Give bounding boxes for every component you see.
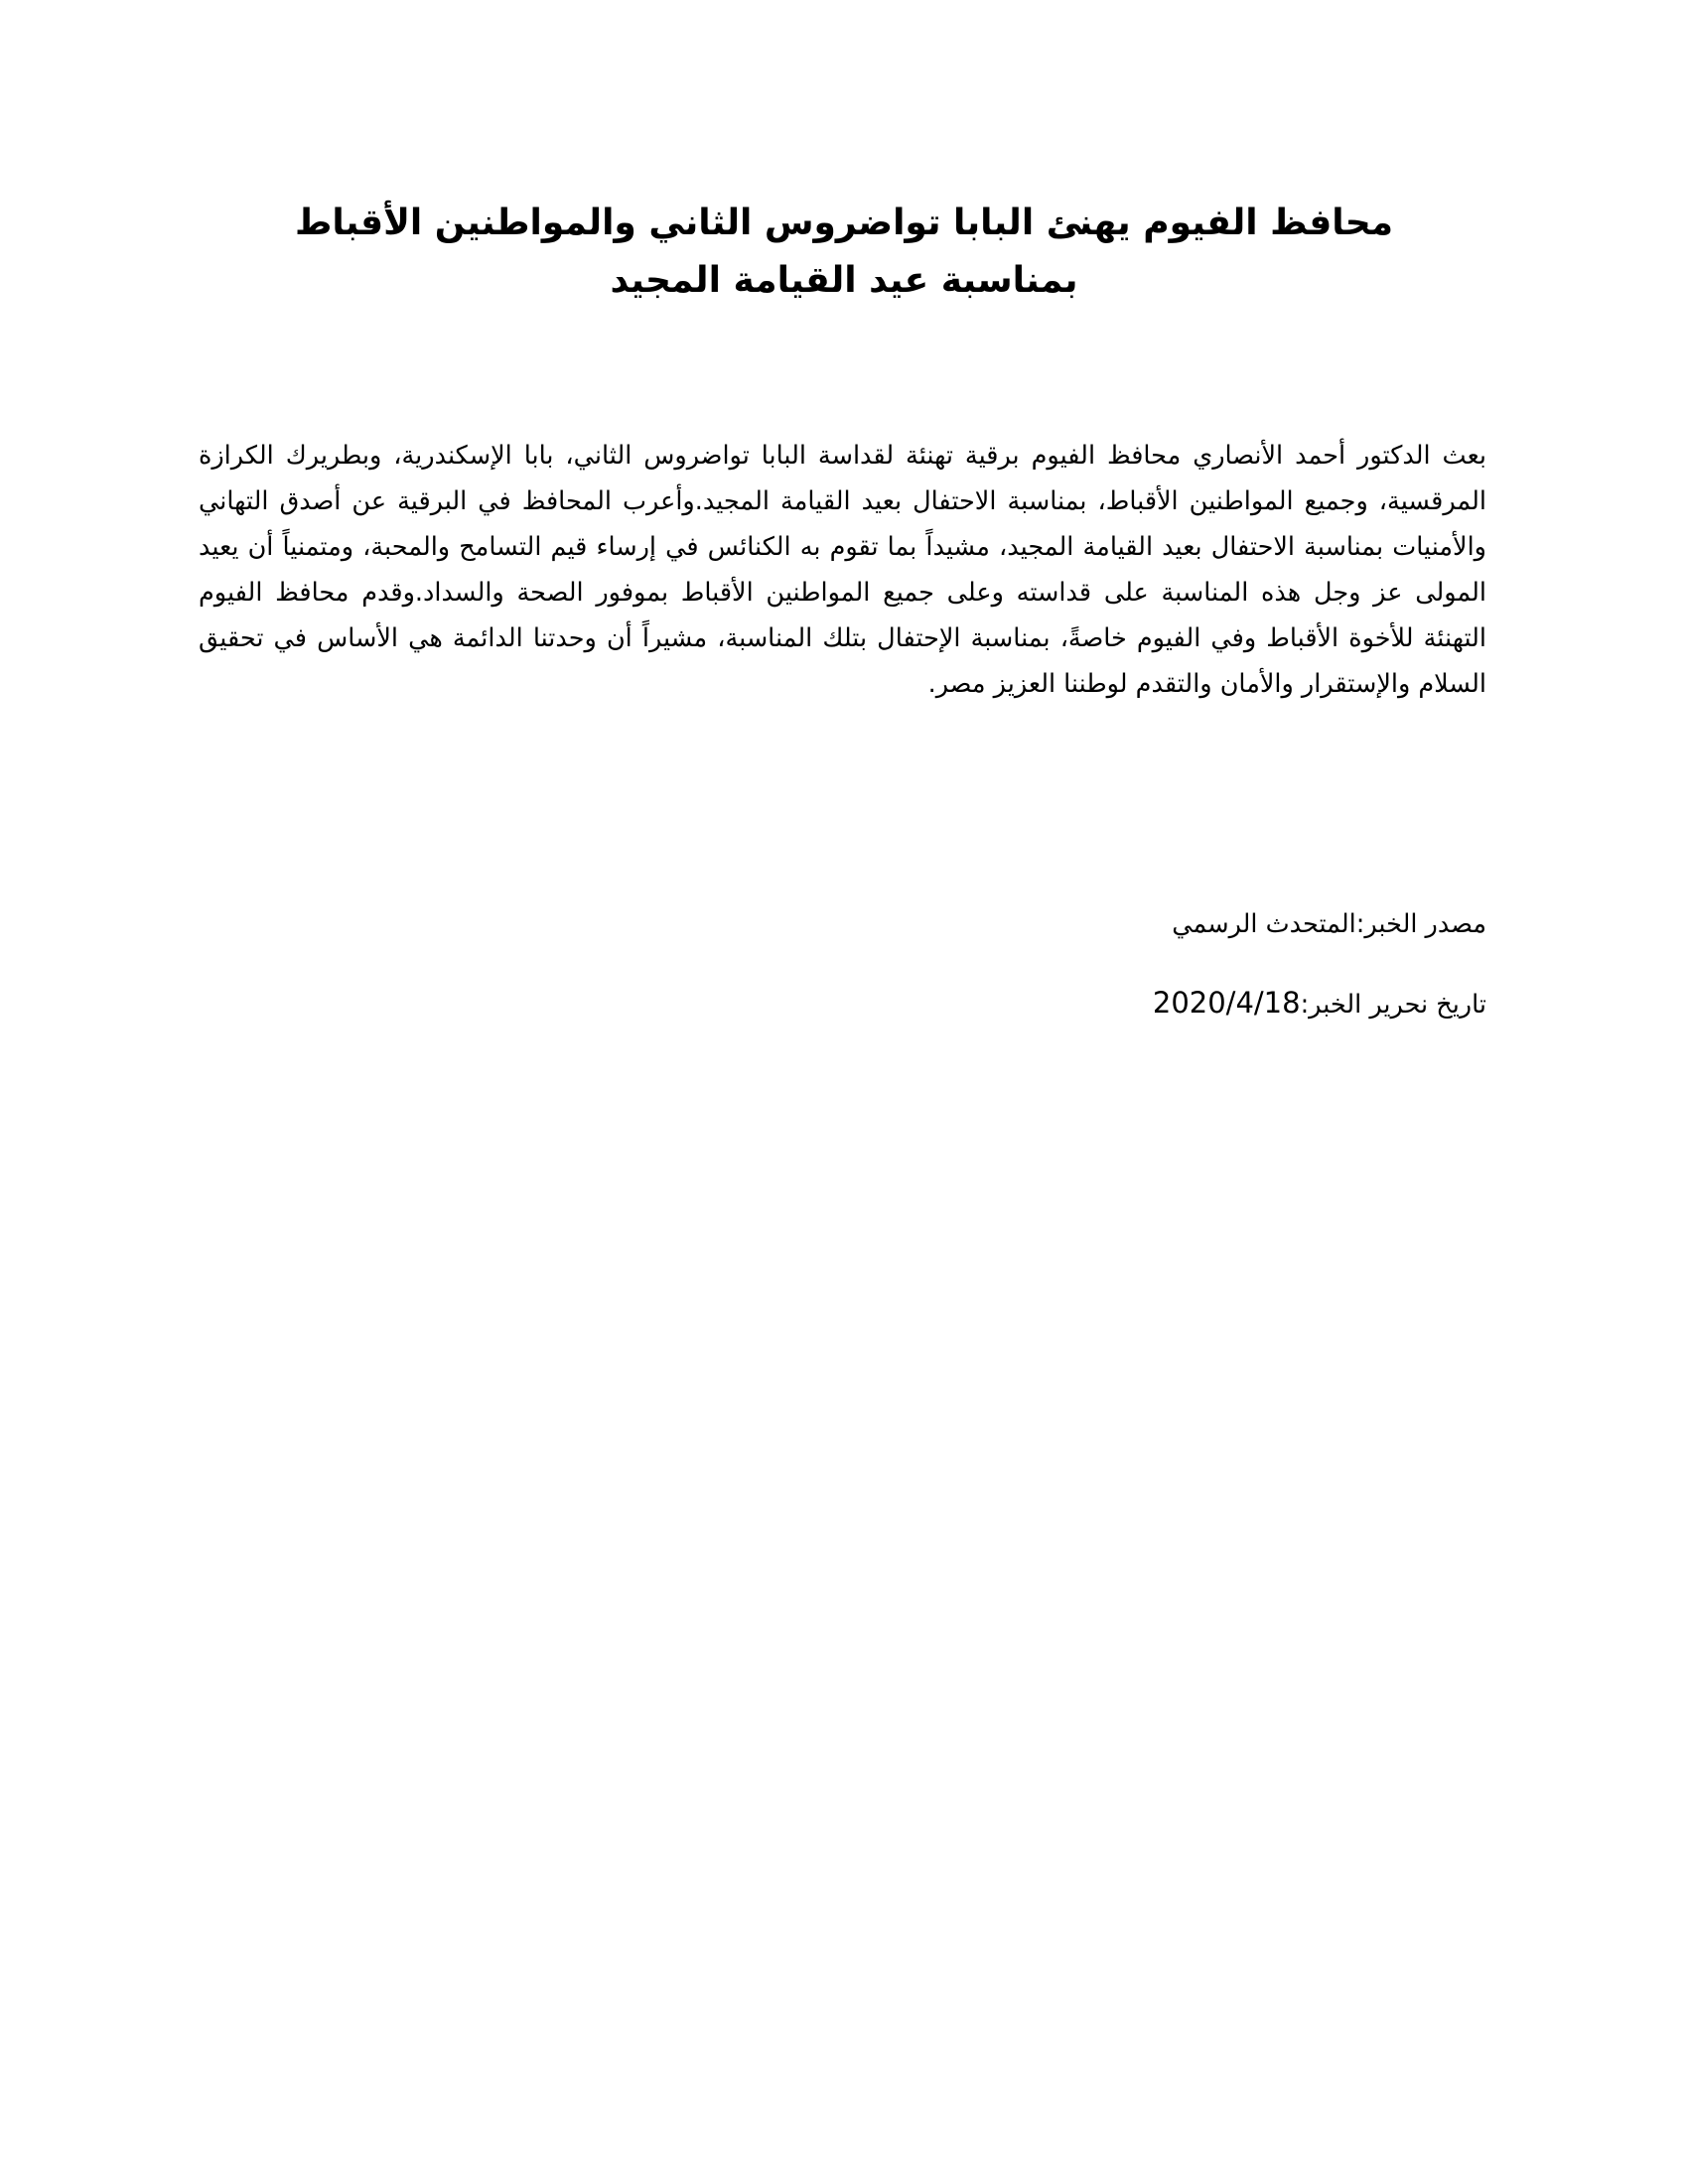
news-source-value: المتحدث الرسمي: [1172, 909, 1356, 939]
news-source-label: مصدر الخبر:: [1355, 909, 1486, 939]
news-date-value: 2020/4/18: [1152, 986, 1301, 1020]
news-date-line: [1153, 983, 1486, 1024]
news-date-label: تاريخ نحرير الخبر:: [1300, 990, 1486, 1020]
article-title: محافظ الفيوم يهنئ البابا تواضروس الثاني والمواطنين الأقباط بمناسبة عيد القيامة المجيد: [294, 203, 1394, 301]
article-body: بعث الدكتور أحمد الأنصاري محافظ الفيوم برقية تهنئة لقداسة البابا تواضروس الثاني، بابا الإسكندرية، وبطريرك الكرازة المرقسية، وجميع المواطنين الأقباط، بمناسبة الاحتفال بعيد القيامة المجيد.وأعرب المحافظ في البرقية عن أصدق التهاني والأمنيات بمناسبة الاحتفال بعيد القيامة المجيد، مشيداً بما تقوم به الكنائس في إرساء قيم التسامح والمحبة، ومتمنياً أن يعيد المولى عز وجل هذه المناسبة على قداسته وعلى جميع المواطنين الأقباط بموفور الصحة والسداد.وقدم محافظ الفيوم التهنئة للأخوة الأقباط وفي الفيوم خاصةً، بمناسبة الإحتفال بتلك المناسبة، مشيراً أن وحدتنا الدائمة هي الأساس في تحقيق السلام والإستقرار والأمان والتقدم لوطننا العزيز مصر.: [199, 441, 1486, 699]
news-source-line: [1172, 904, 1486, 944]
